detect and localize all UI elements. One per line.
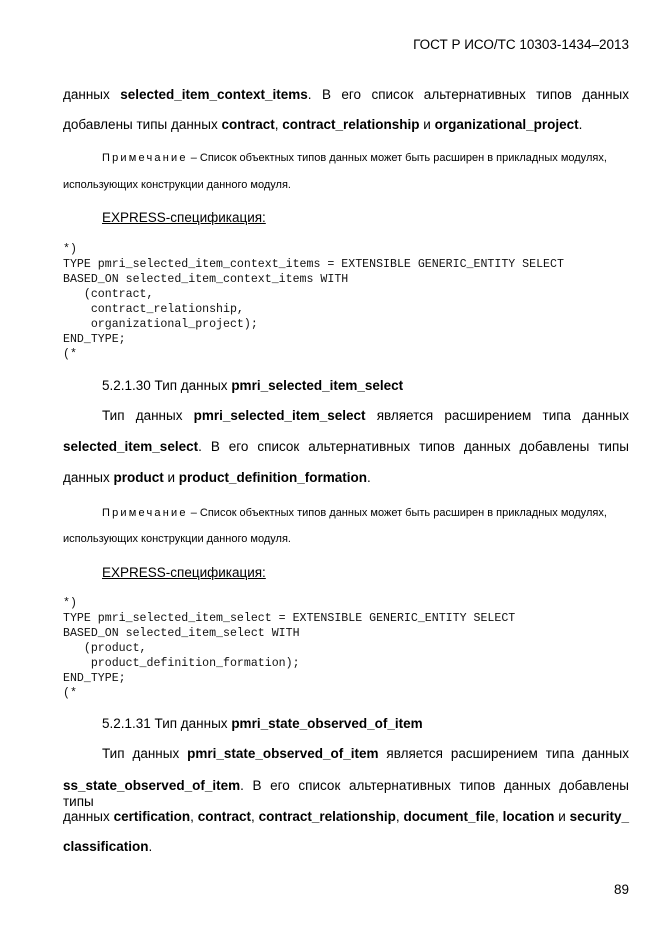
type-name: product [113, 470, 164, 485]
type-name: organizational_project [434, 117, 579, 132]
express-code-block: *) TYPE pmri_selected_item_select = EXTENSIBLE GENERIC_ENTITY SELECT BASED_ON selected_item_select WITH (product, product_definition_formation); END_TYPE; (* [63, 597, 516, 700]
type-name: pmri_selected_item_select [193, 408, 366, 423]
express-spec-label: EXPRESS-спецификация: [102, 565, 266, 580]
type-name: contract [221, 117, 275, 132]
type-name: selected_item_select [63, 439, 199, 454]
note-label: Примечание [102, 507, 188, 519]
note: Примечание – Список объектных типов данных может быть расширен в прикладных модулях, [102, 507, 607, 519]
paragraph-line: classification. [63, 839, 153, 854]
paragraph-line: Тип данных pmri_state_observed_of_item является расширением типа данных [102, 746, 629, 761]
type-name: product_definition_formation [178, 470, 368, 485]
type-name: contract [197, 809, 252, 824]
type-name: pmri_state_observed_of_item [187, 746, 379, 761]
paragraph-line: ss_state_observed_of_item. В его список альтернативных типов данных добавлены типы [63, 778, 629, 810]
express-spec-label: EXPRESS-спецификация: [102, 210, 266, 225]
note-label: Примечание [102, 152, 188, 164]
paragraph-line: selected_item_select. В его список альтернативных типов данных добавлены типы [63, 439, 629, 454]
note-continuation: использующих конструкции данного модуля. [63, 179, 291, 191]
paragraph-line: данных certification, contract, contract_relationship, document_file, location и security_ [63, 809, 629, 824]
paragraph-line: добавлены типы данных contract, contract_relationship и organizational_project. [63, 117, 583, 132]
type-name: document_file [403, 809, 496, 824]
standard-header: ГОСТ Р ИСО/ТС 10303-1434–2013 [413, 37, 629, 52]
section-heading: 5.2.1.31 Тип данных pmri_state_observed_of_item [102, 716, 423, 731]
section-heading: 5.2.1.30 Тип данных pmri_selected_item_select [102, 378, 404, 393]
type-name: location [502, 809, 555, 824]
paragraph-line: данных product и product_definition_formation. [63, 470, 371, 485]
paragraph-line: данных selected_item_context_items. В его список альтернативных типов данных [63, 87, 630, 102]
note: Примечание – Список объектных типов данных может быть расширен в прикладных модулях, [102, 152, 607, 164]
type-name: contract_relationship [258, 809, 396, 824]
type-name: selected_item_context_items [120, 87, 308, 102]
type-name: ss_state_observed_of_item [63, 778, 241, 793]
express-code-block: *) TYPE pmri_selected_item_context_items = EXTENSIBLE GENERIC_ENTITY SELECT BASED_ON selected_item_context_items WITH (contract, contract_relationship, organizational_project); END_TYPE; (* [63, 243, 564, 361]
paragraph-line: Тип данных pmri_selected_item_select является расширением типа данных [102, 408, 629, 423]
note-continuation: использующих конструкции данного модуля. [63, 533, 291, 545]
type-name: certification [113, 809, 191, 824]
type-name: contract_relationship [282, 117, 420, 132]
type-name: security_ [569, 809, 629, 824]
page-number: 89 [613, 882, 629, 897]
type-name: classification [63, 839, 149, 854]
